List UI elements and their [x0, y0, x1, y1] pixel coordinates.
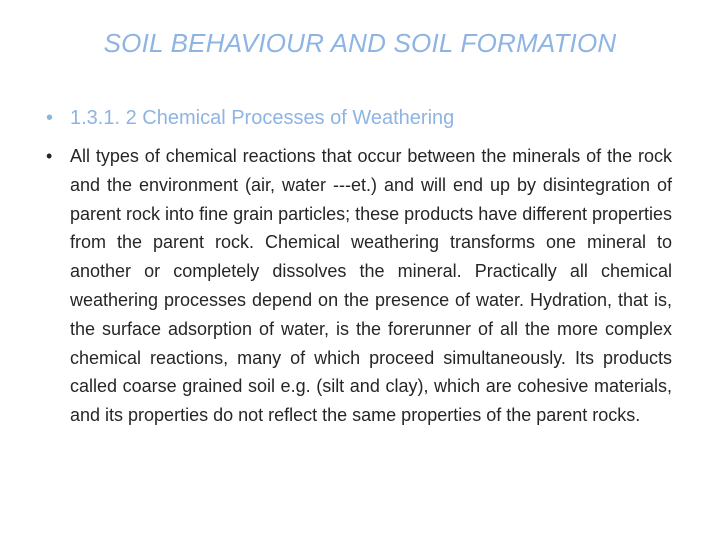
bullet-dot-icon: • [46, 146, 53, 166]
bullet-dot-icon: • [46, 107, 54, 129]
bullet-item-body [46, 142, 672, 430]
slide-title: SOIL BEHAVIOUR AND SOIL FORMATION [103, 28, 617, 58]
bullet-text-body: All types of chemical reactions that occur between the minerals of the rock and the environment (air, water ---et.) and will end up by disintegration of parent rock into fine grain particles; these products have different properties from the parent rock. Chemical weathering transforms one mineral to another or completely dissolves the mineral. Practically all chemical weathering processes depend on the presence of water. Hydration, that is, the surface adsorption of water, is the forerunner of all the more complex chemical reactions, many of which proceed simultaneously. Its products called coarse grained soil e.g. (silt and clay), which are cohesive materials, and its properties do not reflect the same properties of the parent rocks. [70, 146, 673, 426]
bullet-text-heading: 1.3.1. 2 Chemical Processes of Weathering [70, 107, 455, 129]
bullet-list [46, 104, 672, 430]
bullet-item-heading [46, 104, 672, 132]
